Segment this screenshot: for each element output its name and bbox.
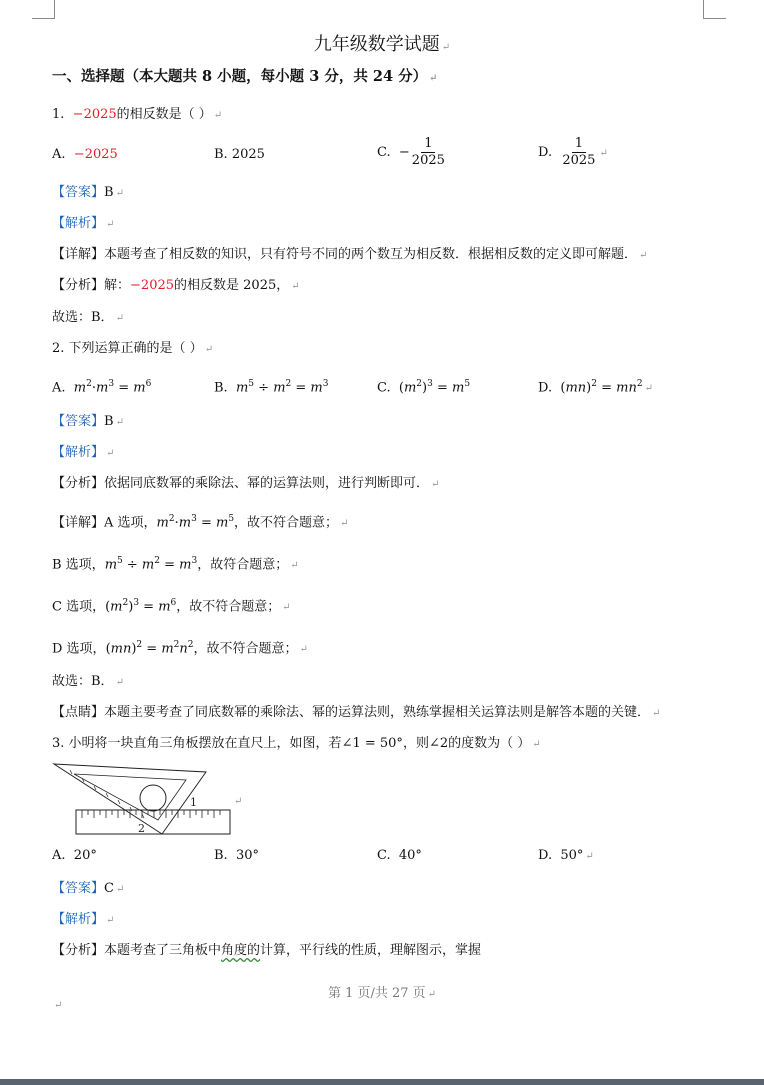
q1-option-d: D. $\frac{1}{2025}$ ↵ <box>538 136 608 168</box>
q1-option-a: A. −2025 <box>52 147 118 162</box>
q3-analysis-label: 【解析】 ↵ <box>52 912 115 927</box>
q1-detail: 【详解】本题考查了相反数的知识，只有符号不同的两个数互为相反数．根据相反数的定义即可解题． ↵ <box>52 247 648 262</box>
q2-option-a: A. $m^2\cdot m^3 = m^6$ <box>52 379 152 396</box>
q3-option-b: B. 30° <box>214 848 259 863</box>
question-3: 3. 小明将一块直角三角板摆放在直尺上，如图，若∠1 = 50°，则∠2的度数为（ ） ↵ <box>52 736 541 751</box>
q3-option-a: A. 20° <box>52 848 97 863</box>
ruler <box>76 810 230 834</box>
q2-detail-a: 【详解】A 选项，$m^2\cdot m^3 = m^5$，故不符合题意； ↵ <box>52 514 349 531</box>
crop-mark-top-left <box>32 0 55 19</box>
q2-detail-c: C 选项，$(m^2)^3 = m^6$，故不符合题意； ↵ <box>52 598 291 615</box>
q1-fenxi: 【分析】解：−2025的相反数是 2025， ↵ <box>52 278 300 293</box>
q2-detail-d: D 选项，$(mn)^2 = m^2n^2$，故不符合题意； ↵ <box>52 640 308 657</box>
q2-dianjing: 【点睛】本题主要考查了同底数幂的乘除法、幂的运算法则，熟练掌握相关运算法则是解答本题的关键． ↵ <box>52 705 661 720</box>
q2-detail-b: B 选项，$m^5 \div m^2 = m^3$，故符合题意； ↵ <box>52 556 299 573</box>
q2-option-b: B. $m^5 \div m^2 = m^3$ <box>214 379 329 396</box>
q2-choice: 故选：B． ↵ <box>52 674 124 689</box>
document-title: 九年级数学试题 ↵ <box>313 34 451 55</box>
page-footer: 第 1 页/共 27 页 ↵ <box>327 986 437 1001</box>
q2-option-c: C. $(m^2)^3 = m^5$ <box>377 379 471 396</box>
q2-option-d: D. $(mn)^2 = mn^2$ ↵ <box>538 379 653 396</box>
q2-fenxi: 【分析】依据同底数幂的乘除法、幂的运算法则，进行判断即可． ↵ <box>52 476 440 491</box>
section-heading: 一、选择题（本大题共 8 小题，每小题 3 分，共 24 分） ↵ <box>52 68 438 85</box>
q1-analysis-label: 【解析】 ↵ <box>52 216 115 231</box>
q1-choice: 故选：B． ↵ <box>52 310 124 325</box>
q3-answer: 【答案】C ↵ <box>52 881 125 896</box>
q1-option-b: B. 2025 <box>214 147 265 162</box>
q3-option-c: C. 40° <box>377 848 422 863</box>
q1-option-c: C. − $\frac{1}{2025}$ <box>377 136 445 168</box>
window-bottom-bar <box>0 1079 764 1085</box>
q2-analysis-label: 【解析】 ↵ <box>52 445 115 460</box>
q1-answer: 【答案】B ↵ <box>52 185 124 200</box>
crop-mark-top-right <box>703 0 726 19</box>
angle-label-2: 2 <box>138 822 145 835</box>
question-1: 1. −2025的相反数是（ ） ↵ <box>52 107 223 122</box>
question-2: 2. 下列运算正确的是（ ） ↵ <box>52 341 214 356</box>
q2-answer: 【答案】B ↵ <box>52 414 124 429</box>
ruler-triangle-figure <box>50 762 250 838</box>
document-page: 九年级数学试题 ↵ 一、选择题（本大题共 8 小题，每小题 3 分，共 24 分） ↵ 1. −2025的相反数是（ ） ↵ A. −2025 B. 2025 C. − $\frac{1}{2025}$ D. $\frac{1}{2025}$ ↵ 【答案】B ↵ 【解析】 ↵ 【详解】本题考查了相反数的知识，只有符号不同的两个数互为相反数．根据相反数的定义即可解题． ↵ 【分析】解：−2025的相反数是 2025， ↵ 故选：B． ↵ 2. 下列运算正确的是（ ） ↵ A. $m^2\cdot m^3 = m^6$ B. $m^5 \div m^2 = m^3$ C. $(m^2)^3 = m^5$ D. $(mn)^2 = mn^2$ ↵ 【答案】B ↵ 【解析】 ↵ 【分析】依据同底数幂的乘除法、幂的运算法则，进行判断即可． ↵ 【详解】A 选项，$m^2\cdot m^3 = m^5$，故不符合题意； ↵ B 选项，$m^5 \div m^2 = m^3$，故符合题意； ↵ C 选项，$(m^2)^3 = m^6$，故不符合题意； ↵ D 选项，$(mn)^2 = m^2n^2$，故不符合题意； ↵ 故选：B． ↵ 【点睛】本题主要考查了同底数幂的乘除法、幂的运算法则，熟练掌握相关运算法则是解答本题的关键． ↵ 3. 小明将一块直角三角板摆放在直尺上，如图，若∠1 = 50°，则∠2的度数为（ ） ↵ 1 2 ↵ A. 20° B. 30° C. 40° D. 50° ↵ 【答案】C ↵ 【解析】 ↵ 【分析】本题考查了三角板中角度的计算，平行线的性质，理解图示，掌握 第 1 页/共 27 页 ↵ ↵ <box>0 0 764 1085</box>
q3-option-d: D. 50° ↵ <box>538 848 594 863</box>
angle-label-1: 1 <box>190 796 197 809</box>
q3-fenxi: 【分析】本题考查了三角板中角度的计算，平行线的性质，理解图示，掌握 <box>52 943 482 958</box>
